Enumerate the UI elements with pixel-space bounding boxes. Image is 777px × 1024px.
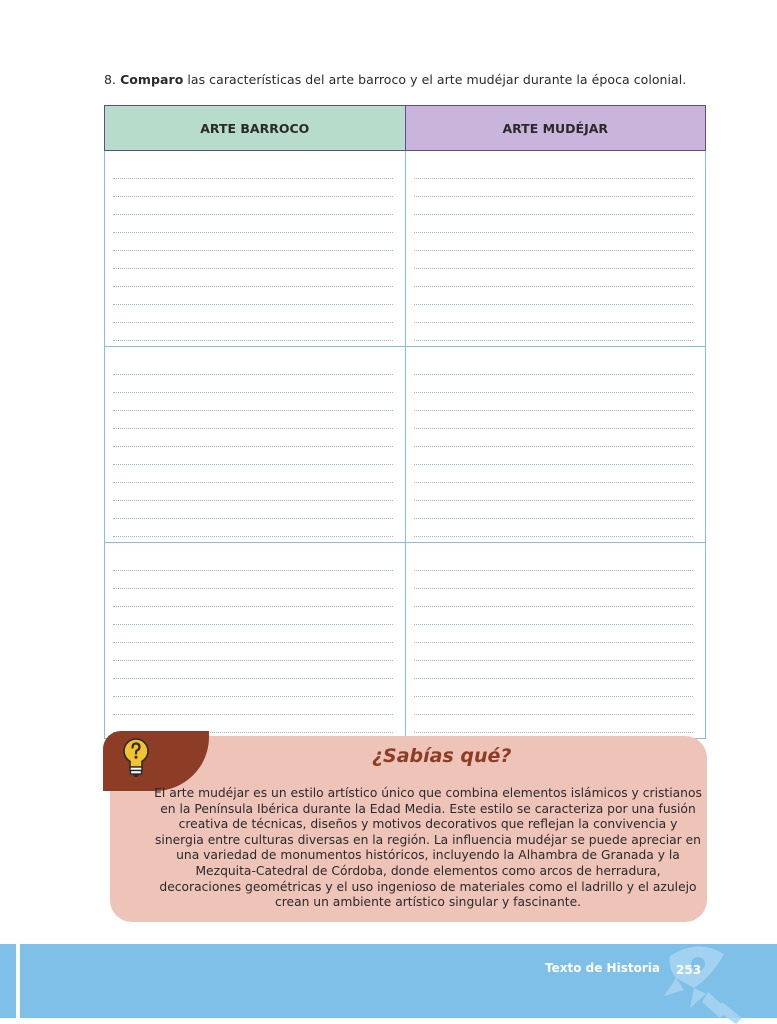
dotted-line: [113, 323, 393, 341]
dotted-line: [113, 251, 393, 269]
sabias-que-title: ¿Sabías qué?: [372, 745, 512, 767]
writing-lines: [414, 553, 694, 733]
dotted-line: [414, 715, 694, 733]
table-row: [105, 347, 706, 543]
writing-lines: [113, 161, 393, 341]
dotted-line: [113, 643, 393, 661]
dotted-line: [414, 323, 694, 341]
dotted-line: [113, 607, 393, 625]
dotted-line: [414, 483, 694, 501]
rocket-icon: [650, 944, 760, 1024]
dotted-line: [414, 179, 694, 197]
dotted-line: [414, 643, 694, 661]
dotted-line: [414, 429, 694, 447]
dotted-line: [414, 375, 694, 393]
dotted-line: [414, 215, 694, 233]
dotted-line: [113, 697, 393, 715]
footer-stripe: [16, 944, 20, 1018]
writing-lines: [414, 357, 694, 537]
writing-lines: [113, 357, 393, 537]
dotted-line: [414, 679, 694, 697]
footer-label: Texto de Historia: [545, 961, 660, 975]
answer-cell-barroco[interactable]: [105, 543, 406, 739]
dotted-line: [113, 679, 393, 697]
writing-lines: [414, 161, 694, 341]
header-arte-barroco: ARTE BARROCO: [105, 106, 406, 151]
dotted-line: [113, 447, 393, 465]
question-number: 8.: [104, 72, 117, 87]
dotted-line: [414, 697, 694, 715]
dotted-line: [414, 161, 694, 179]
dotted-line: [414, 589, 694, 607]
answer-cell-mudejar[interactable]: [405, 543, 706, 739]
dotted-line: [113, 625, 393, 643]
dotted-line: [113, 553, 393, 571]
dotted-line: [113, 197, 393, 215]
dotted-line: [113, 589, 393, 607]
answer-cell-barroco[interactable]: [105, 347, 406, 543]
writing-lines: [113, 553, 393, 733]
dotted-line: [113, 411, 393, 429]
question-prompt: [104, 72, 724, 87]
header-arte-mudejar: ARTE MUDÉJAR: [405, 106, 706, 151]
dotted-line: [414, 305, 694, 323]
dotted-line: [113, 357, 393, 375]
dotted-line: [414, 465, 694, 483]
dotted-line: [113, 215, 393, 233]
dotted-line: [113, 305, 393, 323]
comparison-table-body: [105, 151, 706, 739]
dotted-line: [414, 607, 694, 625]
dotted-line: [113, 571, 393, 589]
question-verb: Comparo: [120, 72, 184, 87]
dotted-line: [113, 269, 393, 287]
dotted-line: [414, 357, 694, 375]
dotted-line: [113, 375, 393, 393]
dotted-line: [113, 483, 393, 501]
table-row: [105, 151, 706, 347]
dotted-line: [414, 519, 694, 537]
answer-cell-barroco[interactable]: [105, 151, 406, 347]
dotted-line: [113, 519, 393, 537]
dotted-line: [414, 661, 694, 679]
dotted-line: [113, 161, 393, 179]
dotted-line: [113, 661, 393, 679]
answer-cell-mudejar[interactable]: [405, 347, 706, 543]
dotted-line: [414, 393, 694, 411]
dotted-line: [113, 501, 393, 519]
dotted-line: [414, 553, 694, 571]
dotted-line: [414, 501, 694, 519]
dotted-line: [414, 251, 694, 269]
dotted-line: [414, 197, 694, 215]
lightbulb-question-icon: [120, 737, 152, 779]
dotted-line: [414, 269, 694, 287]
dotted-line: [113, 393, 393, 411]
dotted-line: [414, 233, 694, 251]
answer-cell-mudejar[interactable]: [405, 151, 706, 347]
dotted-line: [414, 571, 694, 589]
question-text: las características del arte barroco y el arte mudéjar durante la época colonial.: [183, 72, 687, 87]
dotted-line: [113, 287, 393, 305]
dotted-line: [414, 287, 694, 305]
sabias-que-text: El arte mudéjar es un estilo artístico único que combina elementos islámicos y cristianos en la Península Ibérica durante la Edad Media. Este estilo se caracteriza por una fusión creativa de técnicas, diseños y motivos decorativos que reflejan la convivencia y sinergia entre culturas diversas en la región. La influencia mudéjar se puede apreciar en una variedad de monumentos históricos, incluyendo la Alhambra de Granada y la Mezquita-Catedral de Córdoba, donde elementos como arcos de herradura, decoraciones geométricas y el uso ingenioso de materiales como el ladrillo y el azulejo crean un ambiente artístico singular y fascinante.: [154, 786, 702, 910]
dotted-line: [414, 411, 694, 429]
dotted-line: [113, 179, 393, 197]
dotted-line: [113, 233, 393, 251]
dotted-line: [414, 447, 694, 465]
dotted-line: [113, 465, 393, 483]
dotted-line: [113, 429, 393, 447]
comparison-table: [104, 105, 706, 739]
dotted-line: [414, 625, 694, 643]
table-row: [105, 543, 706, 739]
page-number: 253: [676, 963, 702, 977]
